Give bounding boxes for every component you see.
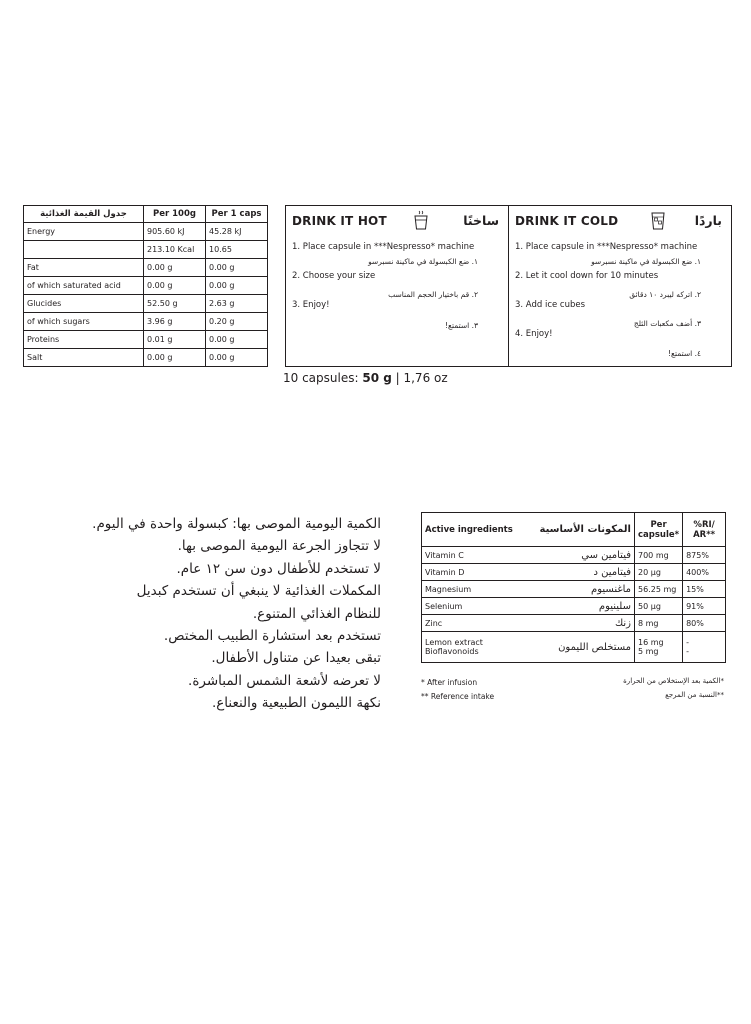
capsules-weight: [283, 371, 448, 385]
cold-step-1: 1. Place capsule in ***Nespresso* machine: [515, 242, 698, 252]
ingredients-table: [421, 512, 726, 663]
cold-step-3-ar: ٣. أضف مكعبات الثلج: [633, 319, 701, 328]
table-row: [24, 277, 268, 295]
nutrition-header-row: [24, 206, 268, 223]
col-ri-line1: %RI/: [693, 519, 715, 530]
ingredient-amount: 20 µg: [635, 564, 683, 581]
arabic-line: تبقى بعيدا عن متناول الأطفال.: [211, 650, 381, 667]
nutrition-per100: 0.01 g: [144, 331, 206, 349]
cold-step-4: 4. Enjoy!: [515, 329, 553, 339]
hot-cup-icon: [413, 210, 429, 230]
arabic-line: نكهة الليمون الطبيعية والنعناع.: [211, 695, 381, 712]
cold-step-3: 3. Add ice cubes: [515, 300, 586, 310]
hot-step-2: 2. Choose your size: [292, 271, 376, 281]
ingredient-amount: 8 mg: [635, 615, 683, 632]
table-row: [422, 564, 726, 581]
ingredient-amount: 700 mg: [635, 547, 683, 564]
ingredient-amount-2: 5 mg: [638, 647, 659, 656]
ingredient-name-en: Zinc: [425, 618, 443, 628]
table-row: [422, 615, 726, 632]
nutrition-percap: 45.28 kJ: [206, 223, 268, 241]
nutrition-per100: 52.50 g: [144, 295, 206, 313]
footnote-after-infusion: * After infusion: [421, 678, 478, 687]
nutrition-percap: 10.65: [206, 241, 268, 259]
table-row: [24, 259, 268, 277]
nutrition-per100: 0.00 g: [144, 277, 206, 295]
capsules-prefix: 10 capsules:: [283, 371, 363, 385]
col-per-line2: capsule*: [638, 529, 680, 540]
ingredient-name-ar: فيتامين د: [593, 566, 631, 578]
cold-step-4-ar: ٤. استمتع!: [667, 349, 701, 358]
ingredient-amount-1: 16 mg: [638, 638, 664, 647]
arabic-line: لا تستخدم للأطفال دون سن ١٢ عام.: [176, 560, 381, 577]
nutrition-percap: 0.00 g: [206, 259, 268, 277]
arabic-line: تستخدم بعد استشارة الطبيب المختص.: [163, 628, 381, 645]
arabic-line: لا تعرضه لأشعة الشمس المباشرة.: [188, 672, 381, 689]
capsules-weight-g: 50 g: [362, 371, 392, 385]
ingredient-name-ar: فيتامين سي: [581, 549, 631, 561]
ingredient-name: [422, 598, 635, 615]
drink-hot-box: [285, 205, 509, 367]
ingredient-name-en: Vitamin C: [425, 550, 464, 560]
ingredient-ri-2: -: [686, 647, 689, 656]
footnote-reference-intake: ** Reference intake: [421, 692, 495, 701]
footnote-reference-intake-ar: **النسبة من المرجع: [665, 691, 724, 699]
col-per-line1: Per: [650, 519, 667, 530]
table-row: [24, 313, 268, 331]
ingredient-ri-1: -: [686, 638, 689, 647]
nutrition-label: of which sugars: [24, 313, 144, 331]
cold-step-2-ar: ٢. اتركه ليبرد ١٠ دقائق: [629, 290, 701, 299]
nutrition-per100: 905.60 kJ: [144, 223, 206, 241]
hot-step-1-ar: ١. ضع الكبسولة في ماكينة نسبرسو: [368, 257, 478, 266]
ingredient-amount: 56.25 mg: [635, 581, 683, 598]
ingredients-col-active: [422, 513, 635, 547]
drink-cold-title-ar: باردًا: [694, 213, 722, 228]
nutrition-label: [24, 241, 144, 259]
ingredient-name: [422, 632, 635, 663]
ingredient-name-ar: سلينيوم: [598, 600, 631, 612]
nutrition-percap: 0.20 g: [206, 313, 268, 331]
nutrition-header-ar: جدول القيمة الغذائية: [24, 206, 144, 223]
ingredients-col-ri: [683, 513, 726, 547]
ingredient-ri: 875%: [683, 547, 726, 564]
ingredient-ri: 80%: [683, 615, 726, 632]
ingredient-name: [422, 581, 635, 598]
ingredient-name-ar: زنك: [614, 617, 631, 629]
nutrition-col-per100g: Per 100g: [144, 206, 206, 223]
table-row: [24, 331, 268, 349]
ingredient-name: [422, 615, 635, 632]
nutrition-per100: 213.10 Kcal: [144, 241, 206, 259]
table-row: [24, 241, 268, 259]
table-row: [422, 598, 726, 615]
nutrition-percap: 2.63 g: [206, 295, 268, 313]
nutrition-label: Proteins: [24, 331, 144, 349]
nutrition-percap: 0.00 g: [206, 277, 268, 295]
ingredient-name: [422, 547, 635, 564]
arabic-line: لا تتجاوز الجرعة اليومية الموصى بها.: [177, 538, 381, 555]
ingredient-ri: 91%: [683, 598, 726, 615]
nutrition-per100: 0.00 g: [144, 349, 206, 367]
ingredient-name-en: Selenium: [425, 601, 463, 611]
nutrition-label: Salt: [24, 349, 144, 367]
arabic-line: للنظام الغذائي المتنوع.: [252, 605, 381, 622]
drink-hot-title-ar: ساخنًا: [463, 213, 499, 228]
cold-glass-icon: [650, 210, 666, 230]
hot-step-3-ar: ٣. استمتع!: [444, 321, 478, 330]
capsules-weight-oz: | 1,76 oz: [391, 371, 448, 385]
nutrition-col-per1caps: Per 1 caps: [206, 206, 268, 223]
col-ri-line2: AR**: [693, 529, 716, 540]
ingredient-ri: [683, 632, 726, 663]
cold-step-1-ar: ١. ضع الكبسولة في ماكينة نسبرسو: [591, 257, 701, 266]
arabic-line: الكمية اليومية الموصى بها: كبسولة واحدة في اليوم.: [92, 516, 381, 532]
table-row: [422, 547, 726, 564]
hot-step-2-ar: ٢. قم باختيار الحجم المناسب: [388, 290, 478, 299]
ingredient-amount: [635, 632, 683, 663]
nutrition-per100: 3.96 g: [144, 313, 206, 331]
nutrition-per100: 0.00 g: [144, 259, 206, 277]
ingredient-name-en: Magnesium: [425, 584, 472, 594]
arabic-usage-text: [92, 513, 381, 715]
nutrition-percap: 0.00 g: [206, 331, 268, 349]
ingredient-name-en: Lemon extract: [425, 638, 483, 647]
hot-step-3: 3. Enjoy!: [292, 300, 330, 310]
ingredient-name-en: Vitamin D: [425, 567, 465, 577]
ingredients-header-row: [422, 513, 726, 547]
table-row: [24, 349, 268, 367]
ingredient-name-ar: مستخلص الليمون: [558, 641, 631, 653]
ingredients-col-active-en: Active ingredients: [425, 524, 513, 535]
nutrition-label: of which saturated acid: [24, 277, 144, 295]
table-row: [24, 295, 268, 313]
ingredients-col-active-ar: المكونات الأساسية: [539, 524, 631, 535]
drink-cold-box: [508, 205, 732, 367]
footnote-after-infusion-ar: *الكمية بعد الإستخلاص من الحرارة: [623, 677, 724, 685]
table-row: [24, 223, 268, 241]
ingredient-ri: 15%: [683, 581, 726, 598]
arabic-line: المكملات الغذائية لا ينبغي أن تستخدم كبديل: [136, 583, 381, 600]
table-row: [422, 581, 726, 598]
hot-step-1: 1. Place capsule in ***Nespresso* machine: [292, 242, 475, 252]
nutrition-table: [23, 205, 268, 367]
cold-step-2: 2. Let it cool down for 10 minutes: [515, 271, 659, 281]
nutrition-label: Energy: [24, 223, 144, 241]
nutrition-percap: 0.00 g: [206, 349, 268, 367]
ingredient-amount: 50 µg: [635, 598, 683, 615]
ingredient-name-en-2: Bioflavonoids: [425, 647, 479, 656]
drink-cold-title: DRINK IT COLD: [515, 214, 619, 228]
nutrition-label: Fat: [24, 259, 144, 277]
nutrition-label: Glucides: [24, 295, 144, 313]
ingredient-name: [422, 564, 635, 581]
drink-hot-title: DRINK IT HOT: [292, 214, 387, 228]
ingredient-name-ar: ماغنسيوم: [591, 583, 631, 595]
ingredient-ri: 400%: [683, 564, 726, 581]
ingredients-col-per-capsule: [635, 513, 683, 547]
table-row: [422, 632, 726, 663]
